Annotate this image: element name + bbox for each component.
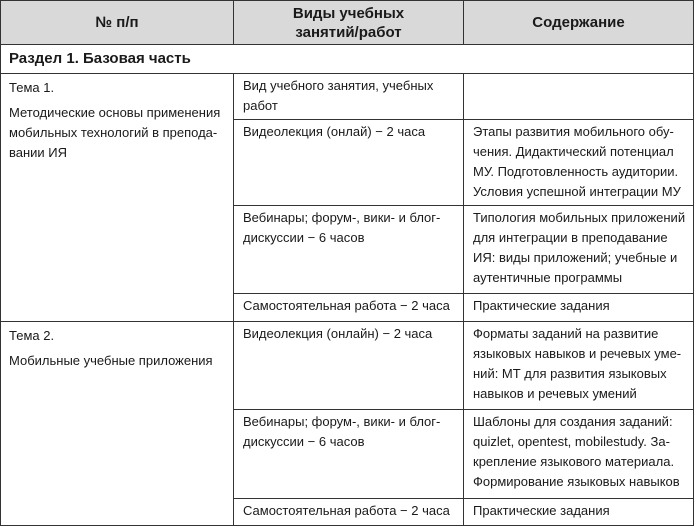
activity-cell: Вид учебного занятия, учебных работ bbox=[234, 74, 464, 120]
section-title: Раздел 1. Базовая часть bbox=[1, 45, 694, 74]
content-cell: Практические задания bbox=[464, 294, 694, 322]
activity-cell: Видеолекция (онлай) − 2 часа bbox=[234, 120, 464, 206]
topic-1-name: Методические основы применения мобильных технологий в препода-вании ИЯ bbox=[9, 105, 221, 160]
topic-2-cell bbox=[1, 322, 234, 526]
topic-2-name: Мобильные учебные приложения bbox=[9, 353, 213, 368]
topic-2-title: Тема 2. bbox=[9, 328, 55, 343]
header-activity-types: Виды учебных занятий/работ bbox=[234, 1, 464, 45]
activity-cell: Видеолекция (онлайн) − 2 часа bbox=[234, 322, 464, 410]
table-row bbox=[1, 322, 694, 410]
table-header-row bbox=[1, 1, 694, 45]
content-cell: Практические задания bbox=[464, 499, 694, 526]
content-cell: Типология мобильных приложений для интеграции в преподавание ИЯ: виды приложений; учебные и аутентичные программы bbox=[464, 206, 694, 294]
header-content: Содержание bbox=[464, 1, 694, 45]
header-number: № п/п bbox=[1, 1, 234, 45]
activity-cell: Самостоятельная работа − 2 часа bbox=[234, 499, 464, 526]
activity-cell: Самостоятельная работа − 2 часа bbox=[234, 294, 464, 322]
topic-1-title: Тема 1. bbox=[9, 80, 55, 95]
content-cell bbox=[464, 74, 694, 120]
content-cell: Шаблоны для создания заданий: quizlet, opentest, mobilestudy. За-крепление языкового материала. Формирование языковых навыков bbox=[464, 410, 694, 499]
activity-cell: Вебинары; форум-, вики- и блог-дискуссии − 6 часов bbox=[234, 410, 464, 499]
topic-1-cell bbox=[1, 74, 234, 322]
table-row bbox=[1, 74, 694, 120]
activity-cell: Вебинары; форум-, вики- и блог-дискуссии − 6 часов bbox=[234, 206, 464, 294]
content-cell: Этапы развития мобильного обу-чения. Дидактический потенциал МУ. Подготовленность аудитории. Условия успешной интеграции МУ bbox=[464, 120, 694, 206]
section-row bbox=[1, 45, 694, 74]
content-cell: Форматы заданий на развитие языковых навыков и речевых уме-ний: МТ для развития языковых навыков и речевых умений bbox=[464, 322, 694, 410]
